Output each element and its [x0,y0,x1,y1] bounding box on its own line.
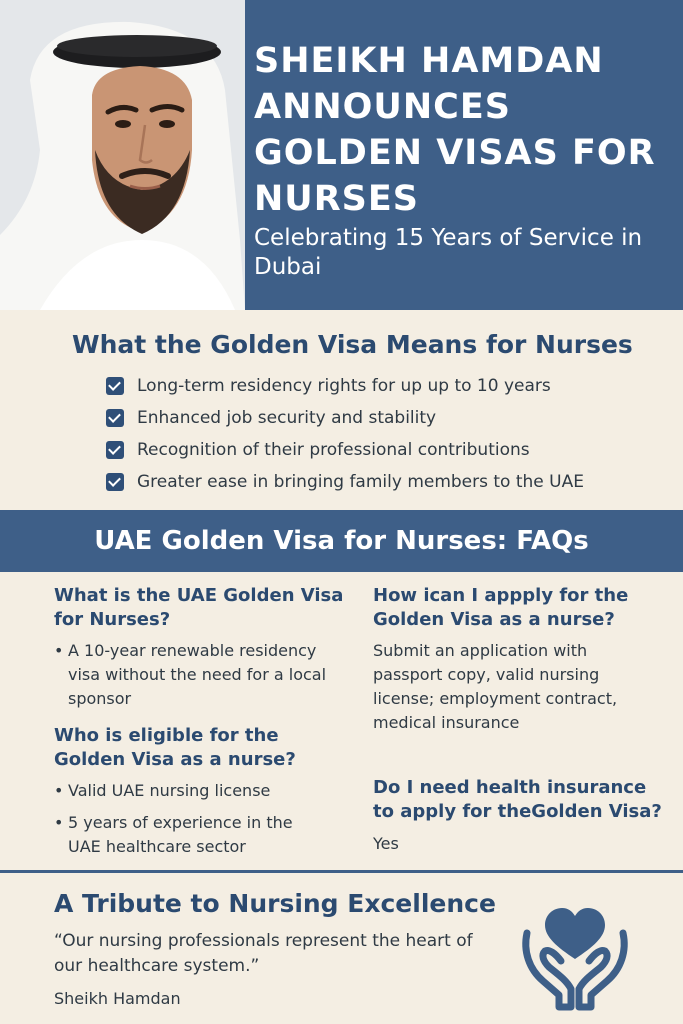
tribute-section [0,873,683,1024]
page-subtitle: Celebrating 15 Years of Service in Dubai [254,225,643,280]
faq-answer: Submit an application with passport copy, valid nursing license; employment contract, medical insurance [373,641,618,732]
faq-heading: UAE Golden Visa for Nurses: FAQs [0,510,683,572]
benefits-list [106,370,584,498]
faq-answer-list [54,639,344,719]
quote-author: Sheikh Hamdan [54,989,181,1008]
benefit-text: Enhanced job security and stability [137,408,437,428]
faq-question: Who is eligible for the Golden Visa as a nurse? [54,725,296,770]
list-item [106,402,584,434]
golden-visa-meaning-section [0,310,683,510]
benefit-text: Recognition of their professional contributions [137,440,530,460]
faq-answer: Yes [373,834,399,853]
tribute-quote: “Our nursing professionals represent the heart of our healthcare system.” [54,931,473,976]
checkbox-checked-icon [106,441,124,459]
list-item [106,466,584,498]
checkbox-checked-icon [106,473,124,491]
list-item [106,434,584,466]
benefit-text: Long-term residency rights for up up to 10 years [137,376,551,396]
list-item: • 5 years of experience in the UAE healthcare sector [54,811,324,859]
list-item: • A 10-year renewable residency visa without the need for a local sponsor [54,639,344,711]
faq-question: What is the UAE Golden Visa for Nurses? [54,585,344,630]
checkbox-checked-icon [106,409,124,427]
tribute-heading: A Tribute to Nursing Excellence [54,889,496,918]
list-item: • Valid UAE nursing license [54,779,324,803]
header-banner [0,0,683,310]
page-title: SHEIKH HAMDAN ANNOUNCES GOLDEN VISAS FOR NURSES [254,41,656,219]
faq-answer-list [54,779,324,867]
meaning-heading: What the Golden Visa Means for Nurses [72,330,633,359]
checkbox-checked-icon [106,377,124,395]
hands-holding-heart-icon [519,903,631,1015]
faq-question: How ican I appply for the Golden Visa as a nurse? [373,585,629,630]
portrait-photo [0,0,245,310]
faq-section [0,572,683,870]
faq-question: Do I need health insurance to apply for theGolden Visa? [373,777,662,822]
benefit-text: Greater ease in bringing family members to the UAE [137,472,584,492]
list-item [106,370,584,402]
